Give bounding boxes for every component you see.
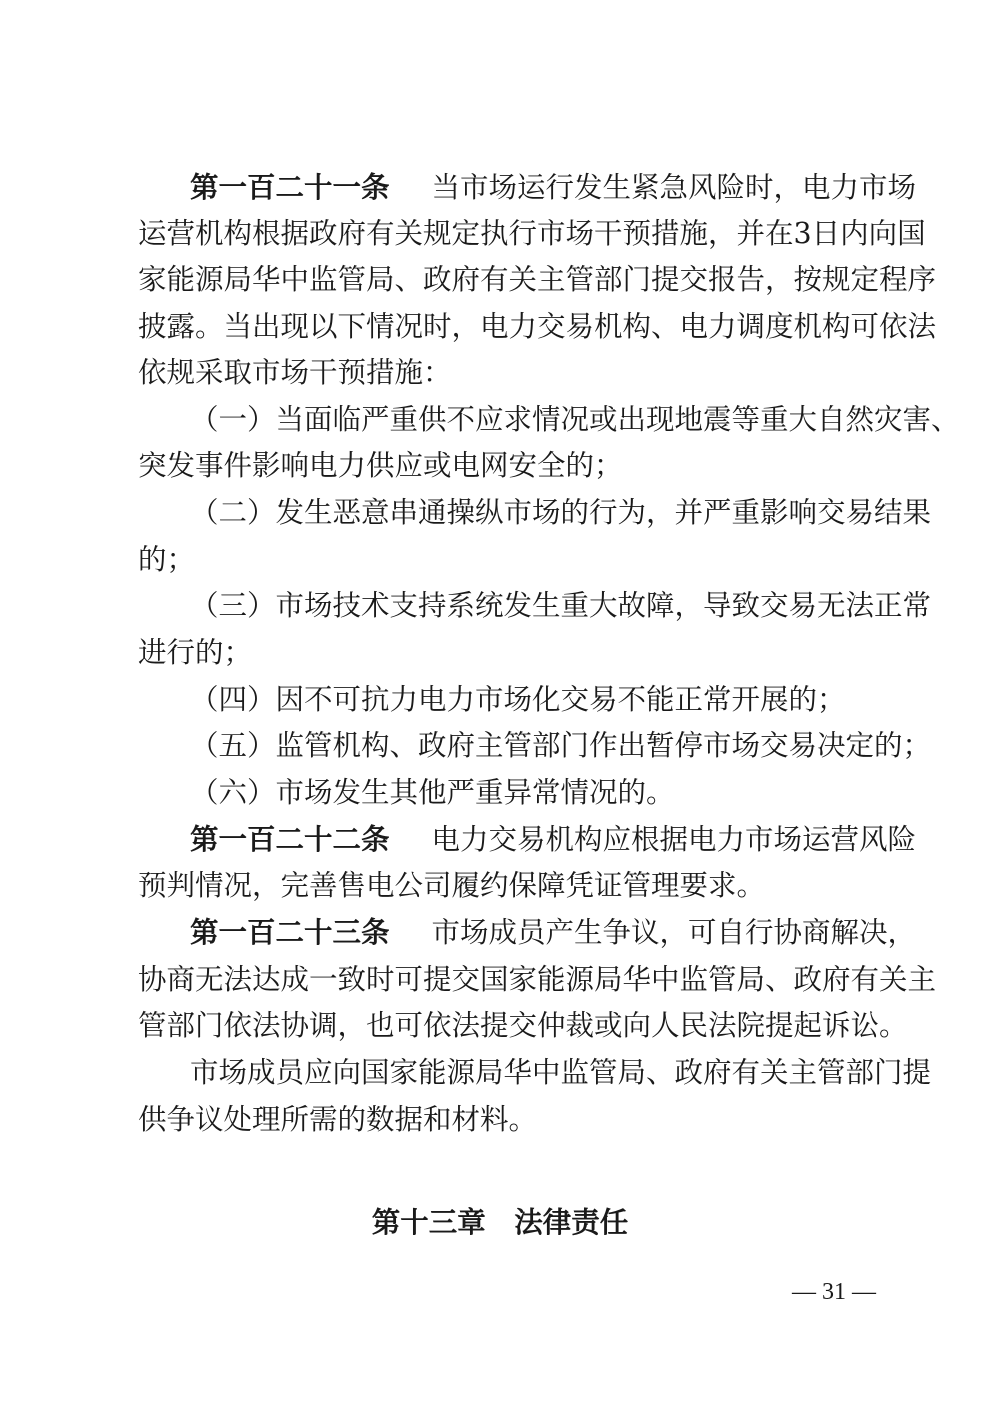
article-121-line-4: 披露。当出现以下情况时，电力交易机构、电力调度机构可依法	[138, 310, 937, 343]
article-121-line-1: 第一百二十一条 当市场运行发生紧急风险时，电力市场	[190, 171, 917, 204]
article-123-line-1: 第一百二十三条 市场成员产生争议，可自行协商解决，	[190, 916, 917, 949]
article-123-para-2-line-2: 供争议处理所需的数据和材料。	[138, 1103, 538, 1136]
item-1-line-1: （一）当面临严重供不应求情况或出现地震等重大自然灾害、	[190, 403, 960, 436]
article-122-line-1: 第一百二十二条 电力交易机构应根据电力市场运营风险	[190, 823, 917, 856]
item-1-line-2: 突发事件影响电力供应或电网安全的；	[138, 449, 623, 482]
chapter-heading: 第十三章 法律责任	[371, 1206, 629, 1239]
article-121-line-3: 家能源局华中监管局、政府有关主管部门提交报告，按规定程序	[138, 263, 937, 296]
item-6: （六）市场发生其他严重异常情况的。	[190, 776, 675, 809]
article-121-line-5: 依规采取市场干预措施：	[138, 356, 452, 389]
article-121-heading: 第一百二十一条	[190, 171, 390, 204]
item-3-line-1: （三）市场技术支持系统发生重大故障，导致交易无法正常	[190, 589, 932, 622]
item-3-line-2: 进行的；	[138, 636, 253, 669]
article-121-line-2: 运营机构根据政府有关规定执行市场干预措施，并在3日内向国	[138, 217, 926, 250]
item-2-line-2: 的；	[138, 543, 196, 576]
article-122-line-2: 预判情况，完善售电公司履约保障凭证管理要求。	[138, 869, 766, 902]
article-123-line-2: 协商无法达成一致时可提交国家能源局华中监管局、政府有关主	[138, 963, 937, 996]
item-4: （四）因不可抗力电力市场化交易不能正常开展的；	[190, 683, 846, 716]
page-number: — 31 —	[792, 1279, 876, 1305]
item-5: （五）监管机构、政府主管部门作出暂停市场交易决定的；	[190, 729, 932, 762]
article-123-para-2-line-1: 市场成员应向国家能源局华中监管局、政府有关主管部门提	[190, 1056, 932, 1089]
article-122-heading: 第一百二十二条	[190, 823, 390, 856]
article-123-line-3: 管部门依法协调，也可依法提交仲裁或向人民法院提起诉讼。	[138, 1009, 908, 1042]
article-123-heading: 第一百二十三条	[190, 916, 390, 949]
item-2-line-1: （二）发生恶意串通操纵市场的行为，并严重影响交易结果	[190, 496, 932, 529]
